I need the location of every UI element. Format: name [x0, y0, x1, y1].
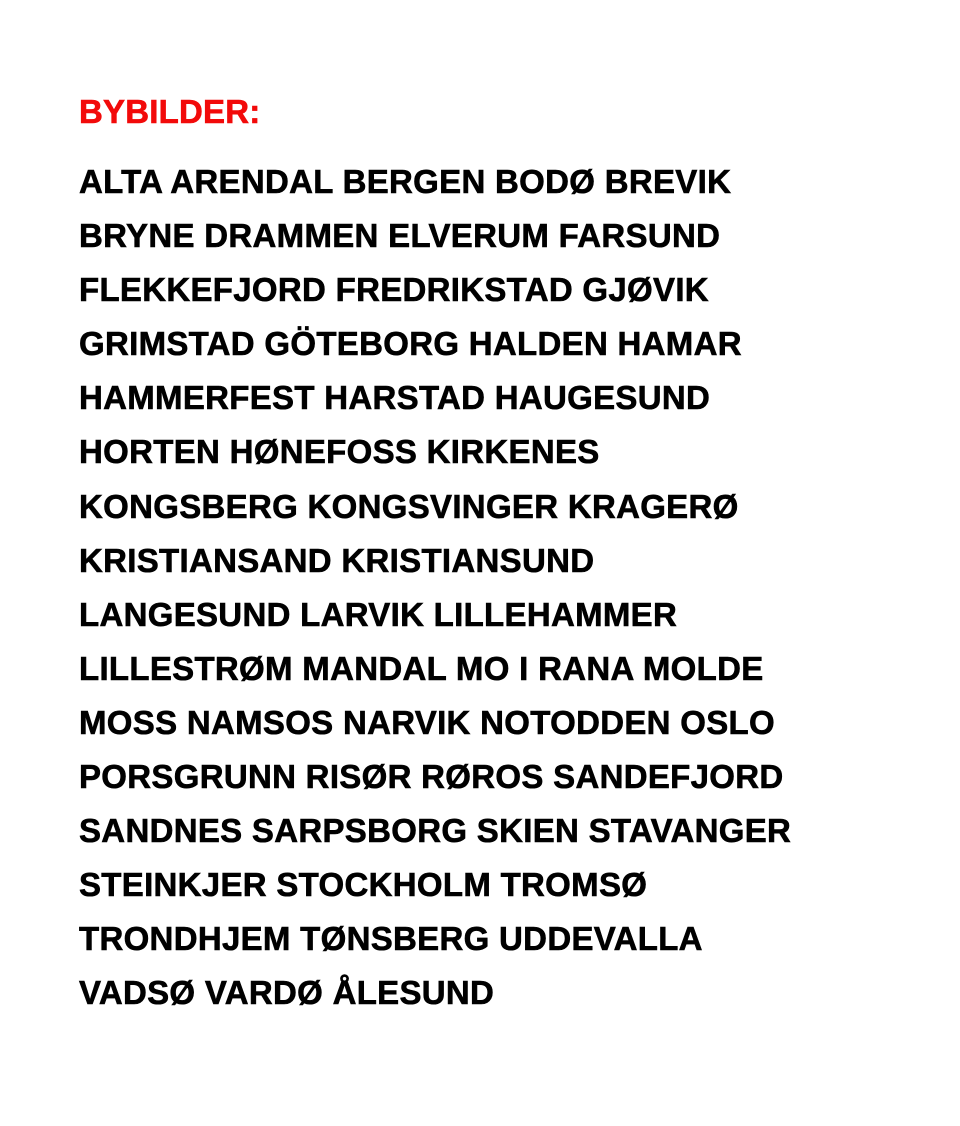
city-line: TRONDHJEM TØNSBERG UDDEVALLA	[79, 920, 703, 958]
city-line: GRIMSTAD GÖTEBORG HALDEN HAMAR	[79, 325, 742, 363]
city-line: PORSGRUNN RISØR RØROS SANDEFJORD	[79, 758, 784, 796]
heading: BYBILDER:	[79, 93, 261, 130]
city-line: STEINKJER STOCKHOLM TROMSØ	[79, 866, 648, 904]
city-line: BRYNE DRAMMEN ELVERUM FARSUND	[79, 217, 721, 255]
city-line: FLEKKEFJORD FREDRIKSTAD GJØVIK	[79, 271, 709, 309]
city-list-document	[79, 92, 940, 1021]
city-line: HAMMERFEST HARSTAD HAUGESUND	[79, 379, 711, 417]
city-line: HORTEN HØNEFOSS KIRKENES	[79, 433, 600, 471]
city-lines	[79, 155, 940, 1021]
city-line: KRISTIANSAND KRISTIANSUND	[79, 541, 595, 579]
city-line: KONGSBERG KONGSVINGER KRAGERØ	[79, 487, 739, 525]
city-line: LANGESUND LARVIK LILLEHAMMER	[79, 595, 678, 633]
city-line: ALTA ARENDAL BERGEN BODØ BREVIK	[79, 163, 732, 200]
city-line: MOSS NAMSOS NARVIK NOTODDEN OSLO	[79, 703, 775, 741]
city-line: SANDNES SARPSBORG SKIEN STAVANGER	[79, 812, 792, 850]
city-line: VADSØ VARDØ ÅLESUND	[79, 974, 495, 1012]
city-line: LILLESTRØM MANDAL MO I RANA MOLDE	[79, 649, 764, 687]
